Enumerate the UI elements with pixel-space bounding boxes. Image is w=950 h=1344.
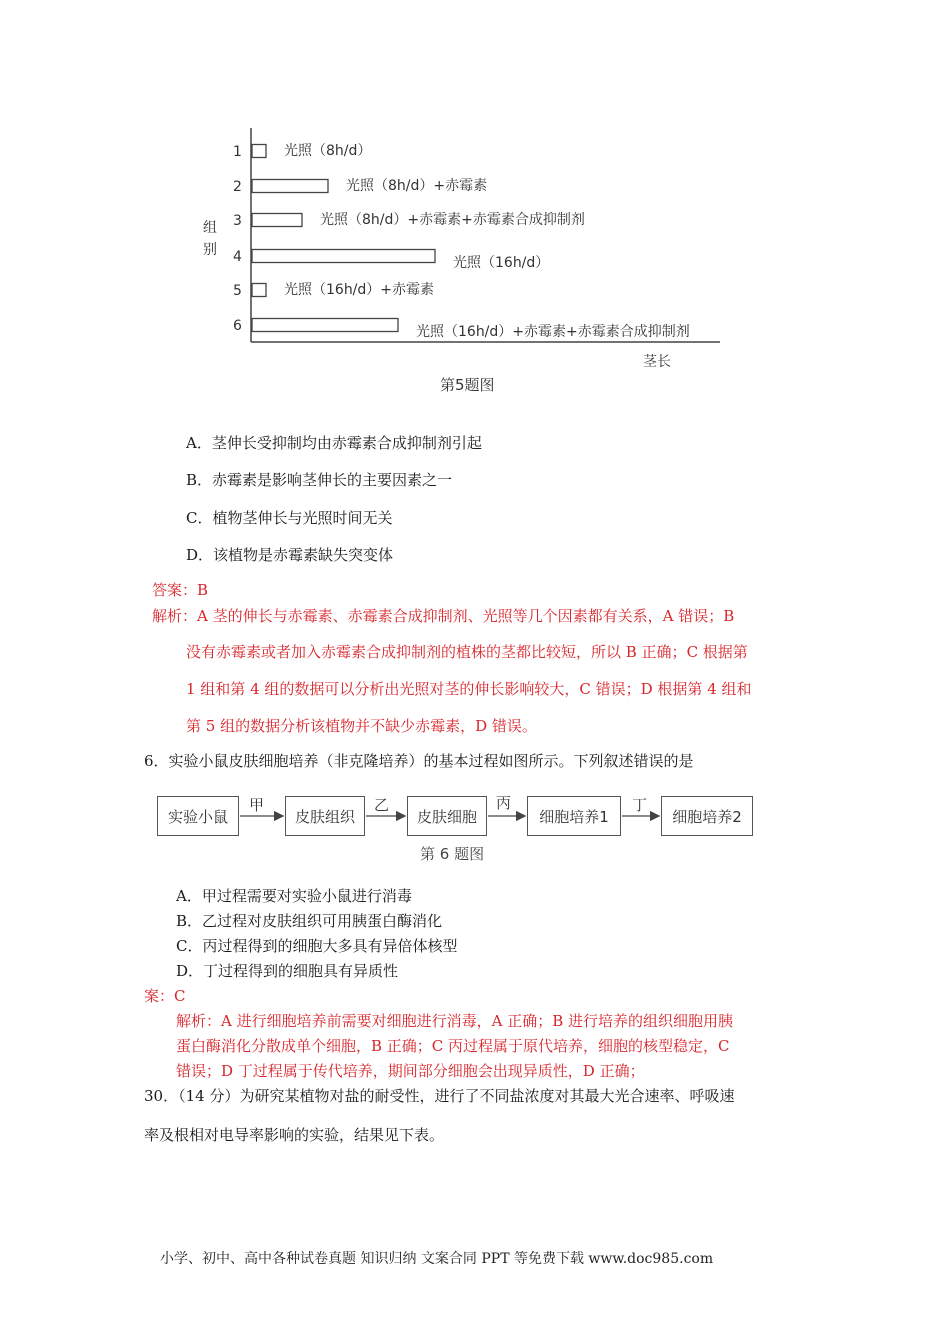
q5-analysis-line-2: 没有赤霉素或者加入赤霉素合成抑制剂的植株的茎都比较短，所以 B 正确；C 根据第: [186, 643, 748, 661]
flow-box-culture-2: 细胞培养2: [661, 796, 753, 836]
q6-analysis-line-1: 解析：A 进行细胞培养前需要对细胞进行消毒，A 正确；B 进行培养的组织细胞用胰: [176, 1012, 733, 1030]
y-tick-label: 1: [233, 144, 242, 160]
q6-analysis-line-2: 蛋白酶消化分散成单个细胞，B 正确；C 丙过程属于原代培养，细胞的核型稳定，C: [176, 1037, 730, 1055]
y-tick-label: 2: [233, 179, 242, 195]
q5-option-b: B．赤霉素是影响茎伸长的主要因素之一: [186, 471, 453, 489]
q6-option-c: C．丙过程得到的细胞大多具有异倍体核型: [176, 937, 458, 955]
bar-label: 光照（8h/d）+赤霉素: [346, 178, 488, 194]
bar-label: 光照（16h/d）+赤霉素: [284, 282, 435, 298]
arrow-label-yi: 乙: [374, 796, 390, 814]
arrow-label-bing: 丙: [496, 794, 512, 812]
ylabel-char-2: 别: [203, 242, 217, 258]
q6-analysis-line-3: 错误；D 丁过程属于传代培养，期间部分细胞会出现异质性，D 正确；: [176, 1062, 645, 1080]
y-tick-label: 5: [233, 283, 242, 299]
q5-option-c: C．植物茎伸长与光照时间无关: [186, 509, 393, 527]
arrow-label-ding: 丁: [632, 796, 648, 814]
ylabel-char-1: 组: [203, 220, 217, 236]
q6-answer: 案：C: [144, 987, 186, 1005]
page-footer: 小学、初中、高中各种试卷真题 知识归纳 文案合同 PPT 等免费下载 www.doc985.com: [160, 1251, 714, 1267]
bar-label: 光照（16h/d）+赤霉素+赤霉素合成抑制剂: [416, 324, 690, 340]
bar-label: 光照（16h/d）: [453, 255, 550, 271]
q6-option-a: A．甲过程需要对实验小鼠进行消毒: [176, 887, 412, 905]
y-tick-label: 4: [233, 249, 242, 265]
figure-6-caption: 第 6 题图: [420, 845, 485, 863]
flow-box-culture-1: 细胞培养1: [527, 796, 621, 836]
flow-box-skin-tissue: 皮肤组织: [285, 796, 365, 836]
q5-option-d: D．该植物是赤霉素缺失突变体: [186, 546, 394, 564]
flow-box-mouse: 实验小鼠: [157, 796, 239, 836]
q5-analysis-line-3: 1 组和第 4 组的数据可以分析出光照对茎的伸长影响较大，C 错误；D 根据第 4 组和: [186, 680, 752, 698]
q6-option-b: B．乙过程对皮肤组织可用胰蛋白酶消化: [176, 912, 443, 930]
arrow-label-jia: 甲: [249, 796, 265, 814]
bar-label: 光照（8h/d）: [284, 143, 372, 159]
y-tick-label: 6: [233, 318, 242, 334]
y-tick-label: 3: [233, 213, 242, 229]
q6-stem: 6．实验小鼠皮肤细胞培养（非克隆培养）的基本过程如图所示。下列叙述错误的是: [144, 752, 694, 770]
figure-caption: 第5题图: [440, 376, 495, 394]
q6-option-d: D．丁过程得到的细胞具有异质性: [176, 962, 399, 980]
q30-line-1: 30．（14 分）为研究某植物对盐的耐受性，进行了不同盐浓度对其最大光合速率、呼吸速: [144, 1087, 735, 1105]
q5-option-a: A．茎伸长受抑制均由赤霉素合成抑制剂引起: [186, 434, 482, 452]
q5-analysis-line-4: 第 5 组的数据分析该植物并不缺少赤霉素，D 错误。: [186, 717, 537, 735]
q5-analysis-line-1: 解析：A 茎的伸长与赤霉素、赤霉素合成抑制剂、光照等几个因素都有关系，A 错误；B: [152, 607, 735, 625]
x-axis-label: 茎长: [643, 354, 671, 370]
q30-line-2: 率及根相对电导率影响的实验，结果见下表。: [144, 1126, 445, 1144]
flow-box-skin-cells: 皮肤细胞: [407, 796, 487, 836]
q5-answer: 答案：B: [152, 581, 209, 599]
bar-label: 光照（8h/d）+赤霉素+赤霉素合成抑制剂: [320, 212, 585, 228]
